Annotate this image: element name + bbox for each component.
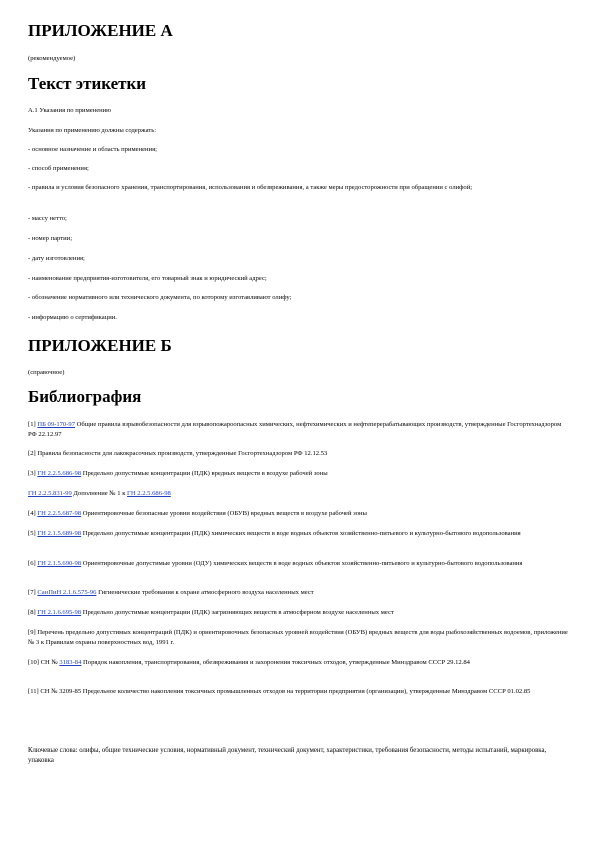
bibliography-entry: [8] ГН 2.1.6.695-98 Предельно допустимые концентрации (ПДК) загрязняющих веществ в атмосферном воздухе населенных мест	[28, 609, 394, 616]
list-item: - массу нетто;	[28, 215, 67, 222]
reference-link[interactable]: ПБ 09-170-97	[37, 421, 76, 428]
intro-text: Указания по применению должны содержать:	[28, 127, 157, 134]
bibliography-entry: [6] ГН 2.1.5.690-98 Ориентировочные допустимые уровни (ОДУ) химических веществ в воде водных объектов хозяйственно-питьевого и культурно-бытового водопользования	[28, 560, 523, 567]
keywords: Ключевые слова: олифы, общие технические условия, нормативный документ, технический документ, характеристики, требования безопасности, методы испытаний, маркировка, упаковка	[28, 747, 547, 764]
label-text-heading: Текст этикетки	[28, 74, 147, 93]
reference-link[interactable]: ГН 2.2.5.687-98	[37, 510, 82, 517]
bibliography-entry: [2] Правила безопасности для лакокрасочных производств, утвержденные Госгортехнадзором РФ 12.12.53	[28, 450, 328, 457]
reference-link[interactable]: ГН 2.2.5.686-98	[37, 470, 82, 477]
list-item: - наименование предприятия-изготовителя, его товарный знак и юридический адрес;	[28, 275, 267, 282]
reference-link[interactable]: СанПиН 2.1.6.575-96	[37, 589, 97, 596]
reference-link[interactable]: ГН 2.1.5.690-98	[37, 560, 82, 567]
reference-link[interactable]: ГН 2.2.5.831-99	[28, 490, 72, 497]
list-item: - информацию о сертификации.	[28, 314, 117, 321]
list-item: - способ применения;	[28, 165, 89, 172]
list-item: - номер партии;	[28, 235, 73, 242]
reference-link[interactable]: ГН 2.1.5.689-98	[37, 530, 82, 537]
appendix-a-note: (рекомендуемое)	[28, 55, 76, 62]
bibliography-entry: [5] ГН 2.1.5.689-98 Предельно допустимые концентрации (ПДК) химических веществ в воде водных объектов хозяйственно-питьевого и культурно-бытового водопользования	[28, 530, 521, 537]
list-item: - правила и условия безопасного хранения, транспортирования, использования и обезвреживания, а также меры предосторожности при обращении с олифой;	[28, 184, 473, 191]
bibliography-entry: [9] Перечень предельно допустимых концентраций (ПДК) и ориентировочных безопасных уровней воздействия (ОБУВ) вредных веществ для воды рыбохозяйственных водоемов, приложение № 3 к Правилам охраны поверхностных вод, 1991 г.	[28, 629, 568, 646]
list-item: - дату изготовления;	[28, 255, 85, 262]
reference-link[interactable]: 3183-84	[59, 659, 82, 666]
bibliography-entry: [4] ГН 2.2.5.687-98 Ориентировочные безопасные уровни воздействия (ОБУВ) вредных веществ в воздухе рабочей зоны	[28, 510, 367, 517]
appendix-b-note: (справочное)	[28, 369, 65, 376]
subheading-a1: А.1 Указания по применению	[28, 107, 112, 114]
bibliography-entry: ГН 2.2.5.831-99 Дополнение № 1 к ГН 2.2.5.686-98	[28, 490, 171, 497]
bibliography-entry: [3] ГН 2.2.5.686-98 Предельно допустимые концентрации (ПДК) вредных веществ в воздухе рабочей зоны	[28, 470, 328, 477]
list-item: - основное назначение и область применения;	[28, 146, 157, 153]
reference-link[interactable]: ГН 2.1.6.695-98	[37, 609, 82, 616]
bibliography-heading: Библиография	[28, 387, 142, 406]
bibliography-entry: [1] ПБ 09-170-97 Общие правила взрывобезопасности для взрывопожароопасных химических, нефтехимических и нефтеперерабатывающих производств, утвержденные Госгортехнадзором РФ 22.12.97	[28, 421, 562, 438]
bibliography-entry: [7] СанПиН 2.1.6.575-96 Гигиенические требования к охране атмосферного воздуха населенных мест	[28, 589, 314, 596]
appendix-b-title: ПРИЛОЖЕНИЕ Б	[28, 336, 172, 355]
appendix-a-title: ПРИЛОЖЕНИЕ А	[28, 21, 173, 40]
list-item: - обозначение нормативного или технического документа, по которому изготавливают олифу;	[28, 294, 292, 301]
bibliography-entry: [10] СН № 3183-84 Порядок накопления, транспортирования, обезвреживания и захоронения токсичных отходов, утвержденные Минздравом СССР 29.12.84	[28, 659, 470, 666]
reference-link[interactable]: ГН 2.2.5.686-98	[127, 490, 171, 497]
bibliography-entry: [11] СН № 3209-85 Предельное количество накопления токсичных промышленных отходов на территории предприятия (организации), утвержденные Минздравом СССР 01.02.85	[28, 688, 531, 695]
